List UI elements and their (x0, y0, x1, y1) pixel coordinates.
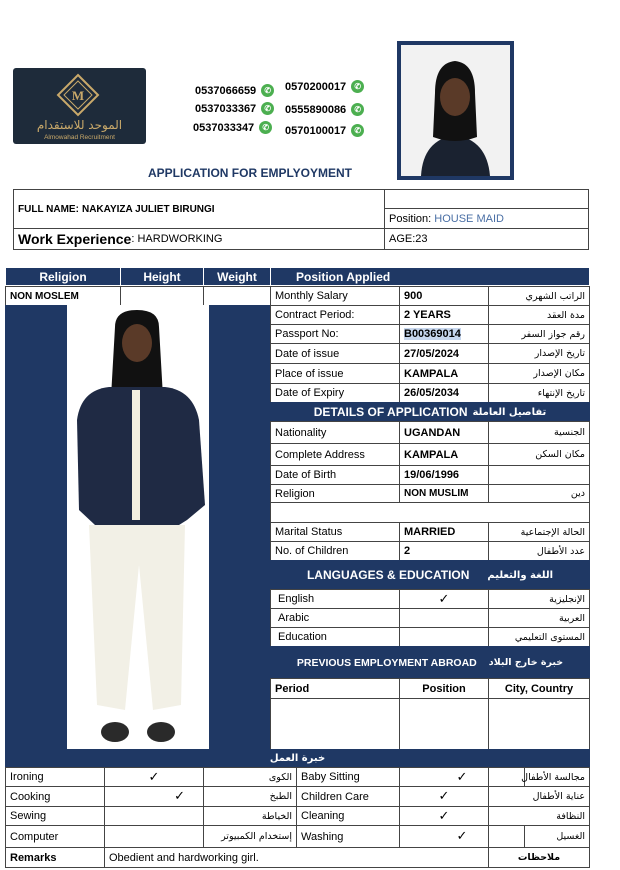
religion-label: Religion (270, 484, 400, 503)
height-value (120, 286, 204, 306)
arabic-label: Arabic (270, 608, 400, 628)
whatsapp-icon: ✆ (351, 103, 364, 116)
blank-row (270, 502, 590, 523)
logo-diamond-icon (56, 73, 100, 117)
salary-label-ar: الراتب الشهري (488, 286, 590, 306)
salary-label: Monthly Salary (270, 286, 400, 306)
children-label-ar: عدد الأطفال (488, 541, 590, 561)
age-cell: AGE:23 (384, 228, 589, 250)
address-label-ar: مكان السكن (488, 443, 590, 466)
dob-value: 19/06/1996 (399, 465, 489, 485)
whatsapp-icon: ✆ (351, 80, 364, 93)
issue-place-label: Place of issue (270, 363, 400, 384)
expiry-label-ar: تاريخ الإنتهاء (488, 383, 590, 403)
period-cell (270, 698, 400, 750)
skill-sewing-label: Sewing (5, 806, 105, 826)
skill-cooking-check: ✓ (104, 786, 204, 807)
skill-computer-label: Computer (5, 825, 105, 848)
skills-header: خبرة العمل (5, 749, 590, 768)
passport-label: Passport No: (270, 324, 400, 344)
remarks-value: Obedient and hardworking girl. (104, 847, 489, 868)
issue-date-value: 27/05/2024 (399, 343, 489, 364)
company-logo (13, 68, 146, 144)
issue-date-label-ar: تاريخ الإصدار (488, 343, 590, 364)
position-cell-empty (399, 698, 489, 750)
issue-place-value: KAMPALA (399, 363, 489, 384)
address-label: Complete Address (270, 443, 400, 466)
expiry-value: 26/05/2034 (399, 383, 489, 403)
marital-label-ar: الحالة الإجتماعية (488, 522, 590, 542)
skill-cleaning-check: ✓ (399, 806, 489, 826)
applicant-portrait-photo (397, 41, 514, 180)
skill-washing-ar: الغسيل (488, 825, 590, 848)
remarks-label: Remarks (5, 847, 105, 868)
skill-ironing-ar: الكوى (203, 767, 297, 787)
skill-washing-label: Washing (296, 825, 400, 848)
skill-childcare-label: Children Care (296, 786, 400, 807)
skill-ironing-check: ✓ (104, 767, 204, 787)
address-value: KAMPALA (399, 443, 489, 466)
passport-value: B00369014 (399, 324, 489, 344)
issue-date-label: Date of issue (270, 343, 400, 364)
phone-number: 0555890086 ✆ (285, 103, 364, 116)
marital-value: MARRIED (399, 522, 489, 542)
whatsapp-icon: ✆ (261, 84, 274, 97)
weight-value (203, 286, 271, 306)
religion-value: NON MOSLEM (5, 286, 121, 306)
logo-arabic-text: الموحد للاستقدام (36, 118, 123, 132)
position-col-header: Position (399, 678, 489, 699)
city-cell (488, 698, 590, 750)
religion-label-ar: دين (488, 484, 590, 503)
contract-label: Contract Period: (270, 305, 400, 325)
position-cell: Position: HOUSE MAID (384, 208, 589, 229)
whatsapp-icon: ✆ (261, 102, 274, 115)
skill-childcare-check: ✓ (399, 786, 489, 807)
religion-detail-value: NON MUSLIM (399, 484, 489, 503)
english-label-ar: الإنجليزية (488, 589, 590, 609)
skill-cooking-label: Cooking (5, 786, 105, 807)
arabic-check (399, 608, 489, 628)
skill-babysitting-ar: مجالسة الأطفال (488, 767, 590, 787)
skill-computer-check (104, 825, 204, 848)
nationality-label-ar: الجنسية (488, 421, 590, 444)
dob-label: Date of Birth (270, 465, 400, 485)
religion-header: Religion (5, 267, 121, 286)
phone-number: 0537033367 ✆ (195, 102, 274, 115)
skill-computer-ar: إستخدام الكمبيوتر (203, 825, 297, 848)
contract-value: 2 YEARS (399, 305, 489, 325)
skill-cleaning-ar: النظافة (488, 806, 590, 826)
dob-label-ar (488, 465, 590, 485)
education-label-ar: المستوى التعليمي (488, 627, 590, 647)
expiry-label: Date of Expiry (270, 383, 400, 403)
passport-label-ar: رقم جواز السفر (488, 324, 590, 344)
skill-cleaning-label: Cleaning (296, 806, 400, 826)
svg-text:M: M (71, 88, 85, 103)
phone-number: 0537033347 ✆ (193, 121, 272, 134)
logo-english-text: Almowahad Recruitment (44, 134, 115, 141)
remarks-label-ar: ملاحظات (488, 847, 590, 868)
nationality-label: Nationality (270, 421, 400, 444)
city-col-header: City, Country (488, 678, 590, 699)
skill-childcare-ar: عناية الأطفال (488, 786, 590, 807)
skill-sewing-check (104, 806, 204, 826)
arabic-label-ar: العربية (488, 608, 590, 628)
issue-place-label-ar: مكان الإصدار (488, 363, 590, 384)
form-title: APPLICATION FOR EMPLYOYMENT (148, 166, 353, 180)
phone-number: 0570200017 ✆ (285, 80, 364, 93)
details-header: DETAILS OF APPLICATION تفاصيل العاملة (270, 402, 590, 422)
english-check: ✓ (399, 589, 489, 609)
blank-cell (384, 189, 589, 209)
work-experience-cell: Work Experience : HARDWORKING (13, 228, 385, 250)
skill-babysitting-check: ✓ (399, 767, 525, 787)
phone-number: 0537066659 ✆ (195, 84, 274, 97)
education-label: Education (270, 627, 400, 647)
full-name-cell: FULL NAME: NAKAYIZA JULIET BIRUNGI (13, 189, 385, 229)
skill-sewing-ar: الخياطة (203, 806, 297, 826)
education-value (399, 627, 489, 647)
marital-label: Marital Status (270, 522, 400, 542)
previous-employment-header: PREVIOUS EMPLOYMENT ABROAD خبرة خارج البلاد (270, 646, 590, 679)
english-label: English (270, 589, 400, 609)
position-applied-header: Position Applied (270, 267, 590, 286)
whatsapp-icon: ✆ (259, 121, 272, 134)
weight-header: Weight (203, 267, 271, 286)
contract-label-ar: مدة العقد (488, 305, 590, 325)
whatsapp-icon: ✆ (351, 124, 364, 137)
skill-babysitting-label: Baby Sitting (296, 767, 400, 787)
languages-header: LANGUAGES & EDUCATION اللغة والتعليم (270, 560, 590, 590)
skill-ironing-label: Ironing (5, 767, 105, 787)
applicant-full-photo (67, 305, 209, 750)
phone-number: 0570100017 ✆ (285, 124, 364, 137)
period-col-header: Period (270, 678, 400, 699)
skill-cooking-ar: الطبخ (203, 786, 297, 807)
salary-value: 900 (399, 286, 489, 306)
children-label: No. of Children (270, 541, 400, 561)
nationality-value: UGANDAN (399, 421, 489, 444)
height-header: Height (120, 267, 204, 286)
skill-washing-check: ✓ (399, 825, 525, 848)
children-value: 2 (399, 541, 489, 561)
